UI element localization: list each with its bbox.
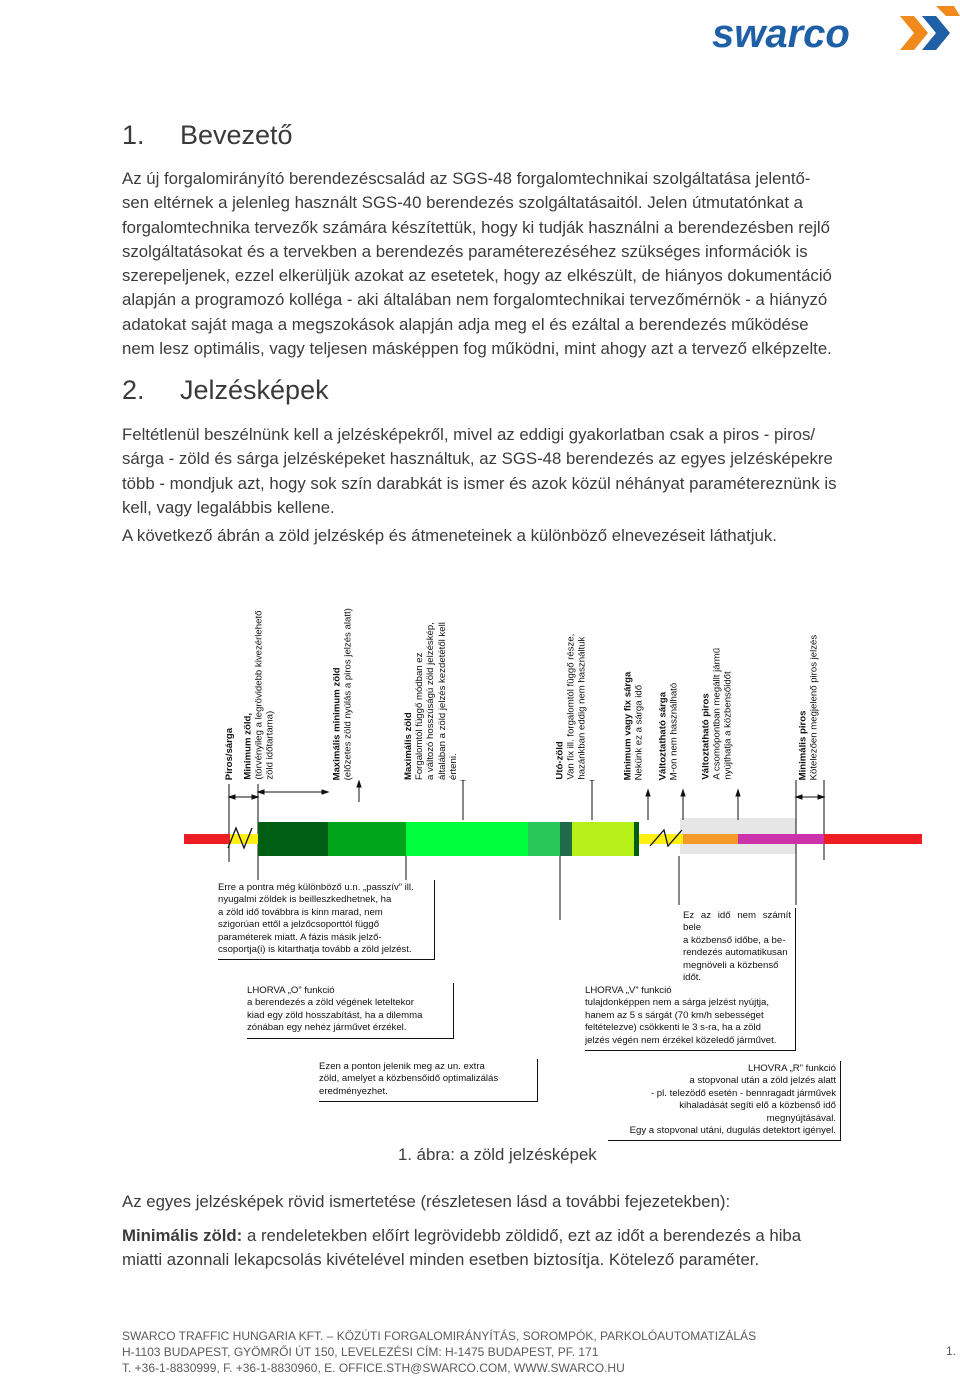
label-max-zold xyxy=(403,622,459,780)
label-title: Maximális zöld xyxy=(402,712,414,780)
note-lhorva-o xyxy=(247,983,454,1039)
label-line: zöld időtartama) xyxy=(264,711,276,780)
min-green-term: Minimális zöld: xyxy=(122,1226,243,1245)
label-piros-sarga xyxy=(224,728,235,780)
label-valt-piros xyxy=(700,648,734,780)
label-line: nyújthatja a közbensőidőt xyxy=(722,671,734,780)
section-2-heading xyxy=(122,375,329,406)
label-title: Minimális piros xyxy=(797,710,809,780)
figure-caption: 1. ábra: a zöld jelzésképek xyxy=(398,1145,597,1164)
figure-labels xyxy=(0,575,960,780)
label-uto-zold xyxy=(554,634,588,780)
note-line: Ez az idő nem számít bele xyxy=(683,910,791,934)
label-line: Van fix ill. forgalomtól függő része, xyxy=(565,634,577,780)
logo-wordmark: swarco xyxy=(712,12,850,56)
note-line: a stopvonal után a zöld jelzés alatt xyxy=(689,1075,836,1087)
section-1-line: sen eltérnek a jelenleg használt SGS-40 berendezés szolgáltatásaitól. Jelen útmutatónkat a xyxy=(122,193,803,213)
label-line: Forgalomtól függő módban ez xyxy=(414,652,426,780)
note-line: tulajdonképpen nem a sárga jelzést nyújtja, xyxy=(585,997,769,1009)
section-1-line: forgalomtechnika tervezők számára készítettük, hogy ki tudják használni a berendezésben rejlő xyxy=(122,217,830,237)
section-1-line: adatokat saját maga a megszokások alapján adja meg el és ezáltal a berendezés működése xyxy=(122,314,809,334)
label-max-min-zold xyxy=(332,608,354,780)
note-line: hanem az 5 s sárgát (70 km/h sebességet xyxy=(585,1009,764,1021)
note-line: szigorúan ettől a jelzőcsoporttól függő xyxy=(218,919,380,931)
min-green-text: a rendeletekben előírt legrövidebb zöldidő, ezt az időt a berendezés a hiba xyxy=(242,1226,802,1245)
section-1-line: szerepeljenek, ezzel elkerüljük azokat az esetetek, hogy az elkészült, de hiányos dokumentáció xyxy=(122,266,832,286)
section-1-line: szolgáltatásokat és a tervekben a berendezés paraméterezéséhez szükséges információk is xyxy=(122,241,808,261)
note-line: Egy a stopvonal utáni, dugulás detektort igényel. xyxy=(629,1125,836,1137)
note-line: Erre a pontra még különböző u.n. „passzív” ill. xyxy=(218,882,414,893)
section-1-line: nem lesz optimális, vagy teljesen másképpen fog működni, mint ahogy azt a tervező elképzelte. xyxy=(122,339,832,359)
note-intergreen xyxy=(683,908,796,988)
red-yellow-segment xyxy=(230,834,258,844)
section-1-line: Az új forgalomirányító berendezéscsalád az SGS-48 forgalomtechnikai szolgáltatása jelentő- xyxy=(122,169,811,188)
min-green-text: miatti azonnali lekapcsolás kivételével minden esetben biztosítja. Kötelező paraméter. xyxy=(122,1250,760,1270)
variable-yellow-segment xyxy=(683,834,738,844)
post-green-block xyxy=(560,822,572,856)
label-line: Nekünk ez a sárga idő xyxy=(633,684,645,780)
extra-green-block xyxy=(528,822,560,856)
signal-timeline xyxy=(0,780,960,920)
page-number: 1. xyxy=(946,1344,957,1358)
footer-contact: T. +36-1-8830999, F. +36-1-8830960, E. OFFICE.STH@SWARCO.COM, WWW.SWARCO.HU xyxy=(122,1361,625,1375)
label-valt-sarga xyxy=(658,682,680,780)
note-line: paraméterek miatt. A fázis másik jelző- xyxy=(218,931,382,943)
label-line: hazánkban eddig nem használtuk xyxy=(576,637,588,780)
note-line: a berendezés a zöld végének leteltekor xyxy=(247,997,414,1009)
logo-arrows-icon xyxy=(900,6,960,50)
note-line: megnyújtásával. xyxy=(766,1112,836,1124)
label-minimum-zold xyxy=(242,611,276,780)
minimum-red-segment xyxy=(824,834,922,844)
section-2-line: sárga - zöld és sárga jelzésképeket használtuk, az SGS-48 berendezés az egyes jelzésképekre xyxy=(122,449,833,469)
note-passive-green xyxy=(218,880,435,960)
note-line: nyugalmi zöldek is beilleszkedhetnek, ha xyxy=(218,894,392,906)
section-2-line: Feltétlenül beszélnünk kell a jelzésképekről, mivel az eddigi gyakorlatban csak a piros - piros/ xyxy=(122,425,816,444)
max-min-green-block xyxy=(328,822,406,856)
yellow-green-block xyxy=(572,822,634,856)
label-title: Minimum zöld, xyxy=(242,713,254,780)
label-title: Változtatható sárga xyxy=(657,691,669,780)
max-green-block xyxy=(406,822,528,856)
note-lhovra-r xyxy=(608,1061,841,1141)
label-title: Utó-zöld xyxy=(554,741,566,780)
note-line: csoportja(i) is kitarthatja tovább a zöld jelzést. xyxy=(218,944,412,956)
label-line: általában a zöld jelzés kezdetétől kell xyxy=(436,622,448,780)
note-line: a zöld idő továbbra is kinn marad, nem xyxy=(218,906,383,918)
label-min-piros xyxy=(798,634,820,780)
label-title: Piros/sárga xyxy=(223,727,235,780)
note-line: LHORVA „V” funkció xyxy=(585,985,672,996)
minimum-green-block xyxy=(258,822,328,856)
swarco-logo xyxy=(708,0,960,64)
section-2-body xyxy=(122,423,912,520)
label-title: Változtatható piros xyxy=(700,693,712,780)
section-1-number: 1. xyxy=(122,120,145,150)
label-line: érteni. xyxy=(447,753,459,780)
section-2-line: kell, vagy legalábbis kellene. xyxy=(122,497,335,517)
note-line: jelzés végén nem érzékel közeledő járművet. xyxy=(585,1034,777,1046)
section-2-number: 2. xyxy=(122,375,145,405)
label-title: Minimum vagy fix sárga xyxy=(622,671,634,780)
red-segment xyxy=(184,834,230,844)
note-line: időt. xyxy=(683,972,702,984)
footer-address: H-1103 BUDAPEST, GYÖMRŐI ÚT 150, LEVELEZÉSI CÍM: H-1475 BUDAPEST, PF. 171 xyxy=(122,1345,599,1359)
note-line: Ezen a ponton jelenik meg az un. extra xyxy=(319,1061,485,1072)
note-line: rendezés automatikusan xyxy=(683,947,788,959)
section-2-intro: A következő ábrán a zöld jelzéskép és átmeneteinek a különböző elnevezéseit láthatjuk. xyxy=(122,526,777,545)
note-line: zónában egy nehéz járművet érzékel. xyxy=(247,1022,407,1034)
label-line: Kötelezően megjelenő piros jelzés xyxy=(808,634,820,780)
note-line: zöld, amelyet a közbensőidő optimalizálás xyxy=(319,1073,499,1085)
note-line: - pl. telezödő esetén - bennragadt járművek xyxy=(650,1087,836,1099)
section-1-heading xyxy=(122,120,293,151)
zigzag-break-icon xyxy=(228,828,252,848)
label-line: A csomópontban megállt jármű xyxy=(711,648,723,780)
note-line: kiad egy zöld hosszabítást, ha a dilemma xyxy=(247,1009,423,1021)
label-title: Maximális minimum zöld xyxy=(331,666,343,780)
note-line: megnöveli a közbenső xyxy=(683,959,779,971)
section-2-line: több - mondjuk azt, hogy sok szín darabkát is ismer és azok közül néhányat paramétereznünk is xyxy=(122,473,837,493)
note-line: eredményezhet. xyxy=(319,1085,388,1097)
green-end-marker xyxy=(634,822,639,856)
note-line: LHORVA „O” funkció xyxy=(247,985,335,996)
note-line: kihaladását segíti elő a közbenső idő xyxy=(679,1100,836,1112)
note-line: feltételezve) csökkenti le 3 s-ra, ha a zöld xyxy=(585,1022,761,1034)
label-line: M-on nem használható xyxy=(668,682,680,780)
note-lhorva-v xyxy=(585,983,796,1051)
section-1-body xyxy=(122,167,912,361)
section-2-title: Jelzésképek xyxy=(180,375,329,405)
label-line: a változó hosszúságú zöld jelzéskép, xyxy=(425,622,437,780)
min-green-definition xyxy=(122,1224,912,1273)
note-line: LHOVRA „R” funkció xyxy=(748,1063,836,1074)
footer-company: SWARCO TRAFFIC HUNGARIA KFT. – KÖZÚTI FORGALOMIRÁNYÍTÁS, SOROMPÓK, PARKOLÓAUTOMATIZÁLÁS xyxy=(122,1329,757,1343)
note-extra-green xyxy=(319,1059,538,1102)
section-1-line: alapján a programozó kolléga - aki általában nem forgalomtechnikai tervezőmérnök - a hiányzó xyxy=(122,290,828,310)
label-line: (törvényileg a legrövidebb kivezérlehető xyxy=(253,610,265,780)
footer xyxy=(122,1328,756,1376)
signal-intro-paragraph: Az egyes jelzésképek rövid ismertetése (részletesen lásd a további fejezetekben): xyxy=(122,1192,731,1211)
note-line: a közbenső időbe, a be- xyxy=(683,934,786,946)
variable-red-segment xyxy=(738,834,824,844)
label-min-fix-sarga xyxy=(623,671,645,780)
section-1-title: Bevezető xyxy=(180,120,293,150)
label-line: (előzetes zöld nyúlás a piros jelzés alatt) xyxy=(342,607,354,780)
